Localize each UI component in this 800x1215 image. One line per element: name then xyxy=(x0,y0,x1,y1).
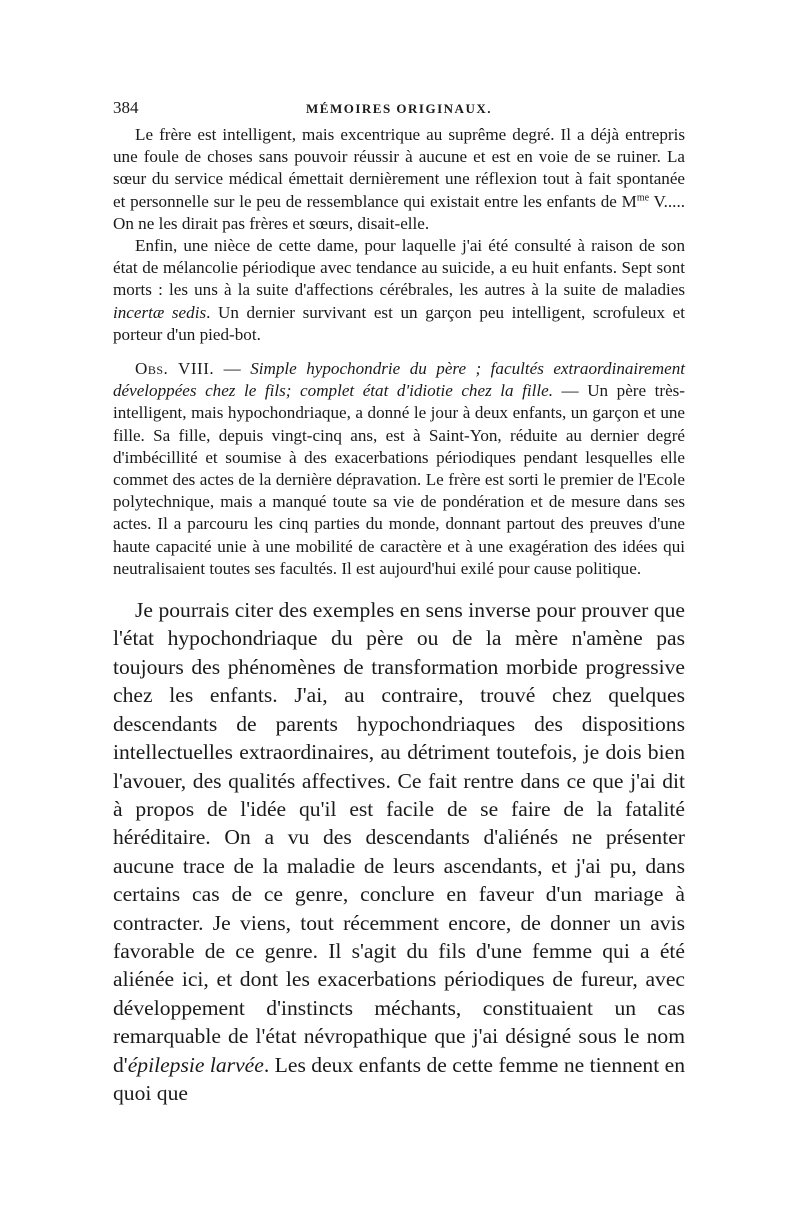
observation-title: Simple hypochondrie du père ; facultés extraordinairement développées chez le fils; complet état d'idiotie chez la fille. xyxy=(113,359,685,401)
page xyxy=(113,96,685,1107)
main-paragraph: Je pourrais citer des exemples en sens inverse pour prouver que l'état hypochondriaque du père ou de la mère n'amène pas toujours des phénomènes de transformation morbide progressive chez les enfants. J'ai, au contraire, trouvé chez quelques descendants de parents hypochondriaques des dispositions intellectuelles extraordinaires, au détriment toutefois, je dois bien l'avouer, des qualités affectives. Ce fait rentre dans ce que j'ai dit à propos de l'idée qu'il est facile de se faire de la fatalité héréditaire. On a vu des descendants d'aliénés ne présenter aucune trace de la maladie de leurs ascendants, et j'ai pu, dans certains cas de ce genre, conclure en faveur d'un mariage à contracter. Je viens, tout récemment encore, de donner un avis favorable de ce genre. Il s'agit du fils d'une femme qui a été aliénée ici, et dont les exacerbations périodiques de fureur, avec développement d'instincts méchants, constituaient un cas remarquable de l'état névropathique que j'ai désigné sous le nom d'épilepsie larvée. Les deux enfants de cette femme ne tiennent en quoi que xyxy=(113,598,685,1105)
superscript-me: me xyxy=(636,191,650,203)
observation-body: — Un père très-intelligent, mais hypochondriaque, a donné le jour à deux enfants, un garçon et une fille. Sa fille, depuis vingt-cinq ans, est à Saint-Yon, réduite au dernier degré d'imbécillité et soumise à des exacerbations périodiques pendant lesquelles elle commet des actes de la dernière dépravation. Le frère est sorti le premier de l'Ecole polytechnique, mais a manqué toute sa vie de pondération et de mesure dans ses actes. Il a parcouru les cinq parties du monde, donnant partout des preuves d'une haute capacité unie à une mobilité de caractère et à une exagération des idées qui neutralisaient toutes ses facultés. Il est aujourd'hui exilé pour cause politique. xyxy=(113,381,686,578)
observation-label: Obs. VIII. xyxy=(135,359,215,379)
main-text-block xyxy=(113,596,685,1107)
observation-viii: Obs. VIII. — Simple hypochondrie du père ; facultés extraordinairement développées chez le fils; complet état d'idiotie chez la fille. — Un père très-intelligent, mais hypochondriaque, a donné le jour à deux enfants, un garçon et une fille. Sa fille, depuis vingt-cinq ans, est à Saint-Yon, réduite au dernier degré d'imbécillité et soumise à des exacerbations périodiques pendant lesquelles elle commet des actes de la dernière dépravation. Le frère est sorti le premier de l'Ecole polytechnique, mais a manqué toute sa vie de pondération et de mesure dans ses actes. Il a parcouru les cinq parties du monde, donnant partout des preuves d'une haute capacité unie à une mobilité de caractère et à une exagération des idées qui neutralisaient toutes ses facultés. Il est aujourd'hui exilé pour cause politique. xyxy=(113,359,686,578)
paragraph-brother: Le frère est intelligent, mais excentrique au suprême degré. Il a déjà entrepris une foule de choses sans pouvoir réussir à aucune et est en voie de se ruiner. La sœur du service médical émettait dernièrement une réflexion tout à fait spontanée et personnelle sur le peu de ressemblance qui existait entre les enfants de $M^{me}$ V..... On ne les dirait pas frères et sœurs, disait-elle. xyxy=(113,125,685,233)
page-number: 384 xyxy=(113,98,139,117)
small-print-block xyxy=(113,124,685,580)
term-epilepsie-larvee: épilepsie larvée xyxy=(127,1052,264,1077)
latin-term: incertæ sedis xyxy=(113,302,207,322)
running-title: MÉMOIRES ORIGINAUX. xyxy=(306,101,492,116)
running-head xyxy=(113,96,685,124)
paragraph-niece: Enfin, une nièce de cette dame, pour laquelle j'ai été consulté à raison de son état de mélancolie périodique avec tendance au suicide, a eu huit enfants. Sept sont morts : les uns à la suite d'affections cérébrales, les autres à la suite de maladies incertæ sedis. Un dernier survivant est un garçon peu intelligent, scrofuleux et porteur d'un pied-bot. xyxy=(113,236,686,344)
